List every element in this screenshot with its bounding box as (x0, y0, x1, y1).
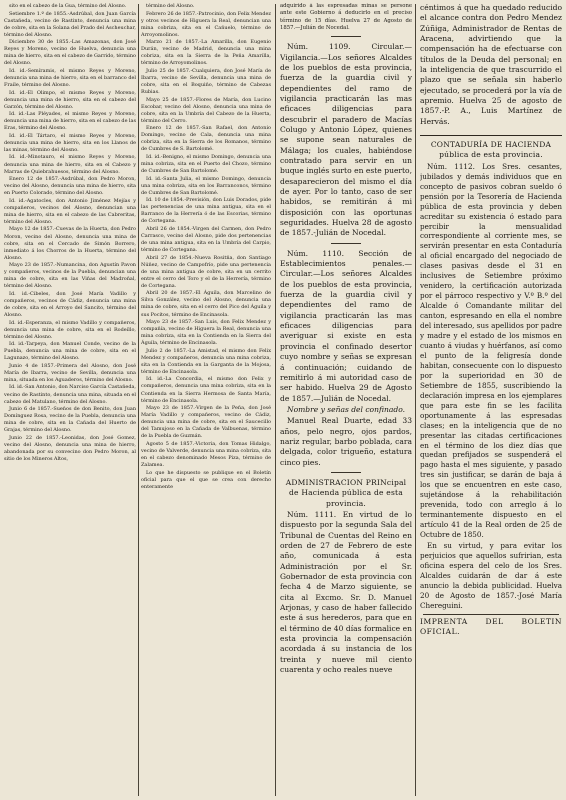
column-1-paragraph: Id. id.-El Tártaro, el mismo Reyes y Moreno, denuncia una mina de hierro, sita en los Llanos de las minas, término del Alosno. (4, 132, 136, 153)
column-2-paragraph: Id. 10 de 1854.-Previsión, don Luis Dorados, pide las pertenencias de una mina antigua, sita en el Barranco de la Herrería ó de las Escorias, término de Cortegana. (141, 197, 271, 225)
column-2-paragraph: Abril 20 de 1857.-El Águila, don Marcelino de Silva González, vecino del Alosno, denuncia una mina de cobre, sita en el cerro del Pico del Águila y sus Pocitos, término de Encinasola. (141, 290, 271, 318)
column-2-paragraph: Mayo 23 de 1857.-Virgen de la Peña, don José María Vadillo y compañeros, vecino de Cádiz, denuncia una mina de cobre, sita en el Saucecillo del Tamujoso en la Cañada de Valbuenas, término de la Puebla de Guzmán. (141, 405, 271, 440)
column-divider (415, 4, 416, 796)
column-2-paragraph: Abril 26 de 1854.-Virgen del Carmen, don Pedro Carrasco, vecino del Alosno, pide dos pertenencias de una mina antigua, sita en la Umbría del Carpio, término de Cortegana. (141, 225, 271, 254)
imprint-rule (423, 614, 559, 615)
column-2-paragraph: Mayo 23 de 1857.-San Luis, don Felix Mendez y compañía, vecino de Higuera la Real, denuncia una mina cobriza, sita en la Contienda en la Sierra del Águila, término de Encinasola. (141, 319, 271, 347)
closing-lead-paragraph: adquirido á las espresadas minas se persone ante este Gobierno á deducirlo en el preciso término de 15 días. Huelva 27 de Agosto de 1857.—Julián de Nocedal. (280, 3, 412, 31)
notice-1111: Núm. 1111. En virtud de lo dispuesto por la segunda Sala del Tribunal de Cuentas del Reino en orden de 27 de Febrero de este año, comunicada á esta Administración por el Sr. Gobernador de esta provincia con fecha 4 de Marzo siguiente, se cita al Excmo. Sr. D. Manuel Arjonas, y caso de haber fallecido este á sus herederos, para que en el término de 40 días formalice en esta provincia la compensación acordada á su instancia de los treinta y nueve mil ciento cuarenta y ocho reales nueve (280, 509, 412, 675)
column-1-paragraph: Id. id.-Agatocles, don Antonio Jiménez Mejías y compañeros, vecinos del Alosno, denuncian una mina de hierro, sita en el cabezo de las Cabreritas, término del Alosno. (4, 197, 136, 225)
column-2-paragraph: Id. id.-La Concordia, el mismo don Felix y compañeros, denuncia una mina cobriza, sita en la Contienda en la Sierra Hermosa de Santa María, término de Encinasola. (141, 376, 271, 404)
section-separator (331, 243, 361, 244)
notice-1112-closing: En su virtud, y para evitar los perjuicios que aquellos sufririan, esta oficina espera del celo de los Sres. Alcaldes cuidarán de dar á este anuncio la debida publicidad. Huelva 20 de Agosto de 1857.-José María Chereguini. (420, 541, 562, 610)
convict-description-title: Nombre y señas del confinado. (286, 404, 406, 414)
printer-imprint: IMPRENTA DEL BOLETIN OFICIAL. (420, 616, 562, 637)
notice-1112: Núm. 1112. Los Sres. cesantes, jubilados y demás individuos que en concepto de pasivos cobran sueldo ó pensión por la Tesorería de Hacienda pública de esta provincia y deben acreditar su existencia ó estado para percibir la mensualidad correspondiente al corriente mes, se servirán presentar en esta Contaduría al oficial encargado del negociado de clases pasivas desde el 31 en inclusives de Setiembre próximo venidero, la certificación autorizada por el párroco respectivo y V.º B.º del Alcalde ó Comandante militar del canton, espresando en ella el nombre del interesado, sus apellidos por padre y madre y el estado de los mismos en cuanto á viudas y huérfanos, así como el punto de la feligresía donde habitan, consecuente con lo dispuesto por la superioridad en 30 de Setiembre de 1855, suscribiendo la declaración impresa en los ejemplares que para este fin se les facilita oportunamente á las espresadas clases; en la inteligencia que de no presentar las citadas certificaciones en el término de los diez días que quedan prefijados se suspenderá el pago hasta el mes siguiente, y pasado tres sin justificar, se darán de baja á los que se encuentren en este caso, sujetándose á la rehabilitación prevenida, todo con arreglo á lo terminantemente dispuesto en el artículo 41 de la Real orden de 25 de Octubre de 1850. (420, 161, 562, 540)
column-2-paragraph: Mayo 25 de 1857.-Flores de María, don Lucino Escobar, vecino del Alosno, denuncia una mina de cobre, sita en la Umbría del Cabezo de la Huerta, término del Cerro. (141, 96, 271, 124)
column-1-paragraph: Junio 6 de 1857.-Sueños de don Benito, don Juan Domínguez Rosa, vecino de la Puebla, denuncia una mina de cobre, sita en la Cañada del Huerto de Grajas, término del Alosno. (4, 406, 136, 434)
column-2-paragraph: Id. id.-Benigno, el mismo Domingo, denuncia una mina cobriza, sita en el Puerto del Chozo, término de Cumbres de San Bartolomé. (141, 153, 271, 175)
contaduria-heading-box (420, 135, 562, 161)
administration-heading: ADMINISTRACION PRINcipal de Hacienda pública de esta provincia. (285, 477, 407, 508)
column-1-paragraph: Id. id.-Minotauro, el mismo Reyes y Moreno, denuncia una mina de hierro, sita en el Cabezo y Marras de Quiebrahuesos, término del Alosno. (4, 154, 136, 175)
notice-1111-continuation: céntimos á que ha quedado reducido el alcance contra don Pedro Mendez Zúñiga, Administrador de Rentas de Aracena, advirtiendo que la compensación ha de efectuarse con títulos de la Deuda del personal; en la inteligencia de que trascurrido el plazo que se señala sin haberlo ejecutado, se procederá por la vía de apremio. Huelva 25 de agosto de 1857.-P. A., Luis Martínez de Hervás. (420, 3, 562, 126)
column-2-paragraph: Julio 25 de 1857.-Cualquiera, don José María de Ibarra, vecino de Sevilla, denuncia una mina de cobre, sita en el Boquiño, término de Cabezas Rubias. (141, 67, 271, 96)
column-2-paragraph: Enero 12 de 1857.-San Rafael, don Antonio Domingo, vecino de Cala, denuncia una mina cobriza, sita en la Sierra de los Romanos, término de Cumbres de S. Bartolomé. (141, 125, 271, 153)
column-1-paragraph: Id. id.-San Antonio, don Narciso García Castañeda, vecino de Rastinto, denuncia una mina, situada en el cabezo del Matulano, término del Alosno. (4, 384, 136, 405)
column-1-paragraph: Diciembre 30 de 1855.-Las Amazonas, don José Reyes y Moreno, vecino de Huelva, denuncia una mina de hierro, sita en el cabezo de Garrido, término del Alosno. (4, 39, 136, 67)
column-divider (275, 4, 276, 796)
column-1-paragraph: Junio 22 de 1857.-Leonidas, don José Gomez, vecino del Alosno, denuncia una mina de hierro, abandonada por su convecino don Pedro Moron, al sitio de los Mineros Altos, (4, 434, 136, 462)
column-4 (420, 3, 562, 796)
column-2 (141, 3, 271, 796)
column-2-paragraph: Agosto 5 de 1857.-Victoria, don Tomas Hidalgo, vecino de Valverde, denuncia una mina cobriza, sita en el cabezo denominado Mesos Piza, término de Zalamea. (141, 440, 271, 468)
column-1-paragraph: Id. id.-Esperanza, el mismo Vadillo y compañeros, denuncia una mina de cobre, sita en el Rodeíllo, término del Alosno. (4, 319, 136, 340)
column-1-paragraph: Id. id.-Tarpeya, don Manuel Conde, vecino de la Puebla, denuncia una mina de cobre, sita en el Lagunazo, término del Alosno. (4, 341, 136, 362)
column-2-paragraph: Marzo 21 de 1857.-La Amarilla, don Eugenio Durán, vecino de Madrid, denuncia una mina cobriza, sita en la Sierra de la Peña Amarilla, término de Arroyomolinos. (141, 39, 271, 67)
column-2-paragraph: Abril 27 de 1854.-Nueva Rositña, don Santiago Núñez, vecino de Campofrío, pide una pertenencia de una mina antigua de cobre, sita en un cerrito entre el cerro del Toro y el de la Herrería, término de Cortegana. (141, 254, 271, 289)
convict-description: Manuel Real Duarte, edad 33 años, pelo negro, ojos pardos, nariz regular, barbo poblada, cara delgada, color trigueño, estatura cinco pies. (280, 416, 412, 467)
circular-1109: Núm. 1109. Circular.—Vigilancia.—Los señores Alcaldes de los pueblos de esta provincia, fuerza de la guardia civil y dependientes del ramo de vigilancia practicarán las mas eficaces diligencias para descubrir el paradero de Macías Colugo y Antonio López, quienes se supone sean naturales de Málaga; los cuales, habiéndose contratado para servir en un buque inglés surto en este puerto, desaparecieron del mismo el día de ayer. Por lo tanto, caso de ser habidos, se remitirán á mi disposición con las oportunas seguridades. Huelva 28 de agosto de 1857.-Julián de Nocedal. (280, 42, 412, 238)
column-1-paragraph: Enero 12 de 1857.-Asdrúbal, don Pedro Moron, vecino del Alosno, denuncia una mina de hierro, sita en Puerto Colorado, término del Alosno. (4, 176, 136, 197)
column-2-paragraph: Julio 2 de 1857.-La Amistad, el mismo don Felix Mendez y compañeros, denuncia una mina cobriza, sita en la Contienda en la Garganta de la Mojosa, término de Encinasola. (141, 347, 271, 375)
column-1-paragraph: Id. id.-El Olimpo, el mismo Reyes y Moreno, denuncia una mina de hierro, sita en el cabezo del Garzón, término del Alosno. (4, 89, 136, 110)
column-divider (138, 4, 139, 796)
column-1-paragraph: Mayo 23 de 1857.-Numancina, don Agustín Pavon y compañeros, vecinos de la Puebla, denuncian una mina de cobre, sita en las Viñas del Madroñal, término del Alosno. (4, 262, 136, 290)
column-1 (4, 3, 136, 796)
column-1-paragraph: Id. id.-Las Pléyades, el mismo Reyes y Moreno, denuncia una mina de hierro, sita en el cabezo de las Eras, término del Alosno. (4, 111, 136, 132)
column-1-paragraph: Id. id.-Semíramis, el mismo Reyes y Moreno, denuncia una mina de hierro, sita en el barranco del Fraile, término del Alosno. (4, 67, 136, 89)
column-3 (280, 3, 412, 796)
column-2-paragraph: Lo que he dispuesto se publique en el Boletín oficial para que el que se crea con derecho enteramente (141, 469, 271, 490)
column-2-paragraph: Id. id.-Santa Julia, el mismo Domingo, denuncia una mina cobriza, sita en los Barranconcs, término de Cumbres de San Bartolomé. (141, 175, 271, 196)
column-2-paragraph: Febrero 26 de 1857.-Patrocinio, don Felix Mendez y otros vecinos de Higuera la Real, denuncian una mina cobriza, sita en el Cañuelo, término de Arroyomolinos. (141, 10, 271, 38)
column-2-paragraph: término del Alosno. (146, 3, 195, 9)
column-1-paragraph: sito en el cabezo de la Gua, término del Alosno. (9, 3, 127, 9)
section-separator (331, 472, 361, 473)
contaduria-heading: CONTADURÍA DE HACIENDA pública de esta provincia. (430, 140, 552, 160)
column-1-paragraph: Junio 4 de 1857.-Primera del Alosno, don José María de Ibarra, vecino de Sevilla, denuncia una mina, situada en los Aguaderos, término del Alosno. (4, 362, 136, 383)
section-separator (331, 36, 361, 37)
column-1-paragraph: Id. id.-Cibeles, don José María Vadillo y compañeros, vecinos de Cádiz, denuncia una mina de cobre, sita en el Arroyo del Sancito, término del Alosno. (4, 290, 136, 319)
circular-1110: Núm. 1110. Sección de Establecimientos penales.—Circular.—Los señores Alcaldes de los pueblos de esta provincia, fuerza de la guardia civil y dependientes del ramo de vigilancia practicarán las mas eficaces diligencias para averiguar si existe en esta provincia el confinado desertor cuyo nombre y señas se expresan á continuación; cuidando de remitirlo á mi autoridad caso de ser habido. Huelva 29 de Agosto de 1857.—Julián de Nocedal. (280, 248, 412, 403)
column-1-paragraph: Setiembre 1.º de 1855.-Asdrúbal, don Juan García Castañeda, vecino de Rastinto, denuncia una mina de cobre, sita en la Solana del Prado del Ascheuchar, término del Alosno. (4, 10, 136, 38)
column-1-paragraph: Mayo 12 de 1857.-Cuevas de la Huerta, don Pedro Moron, vecino del Alosno, denuncia una mina de cobre, sita en el Cercado de Simón Borrero, inmediato á los Chorros de la Huerta, término del Alosno. (4, 226, 136, 261)
